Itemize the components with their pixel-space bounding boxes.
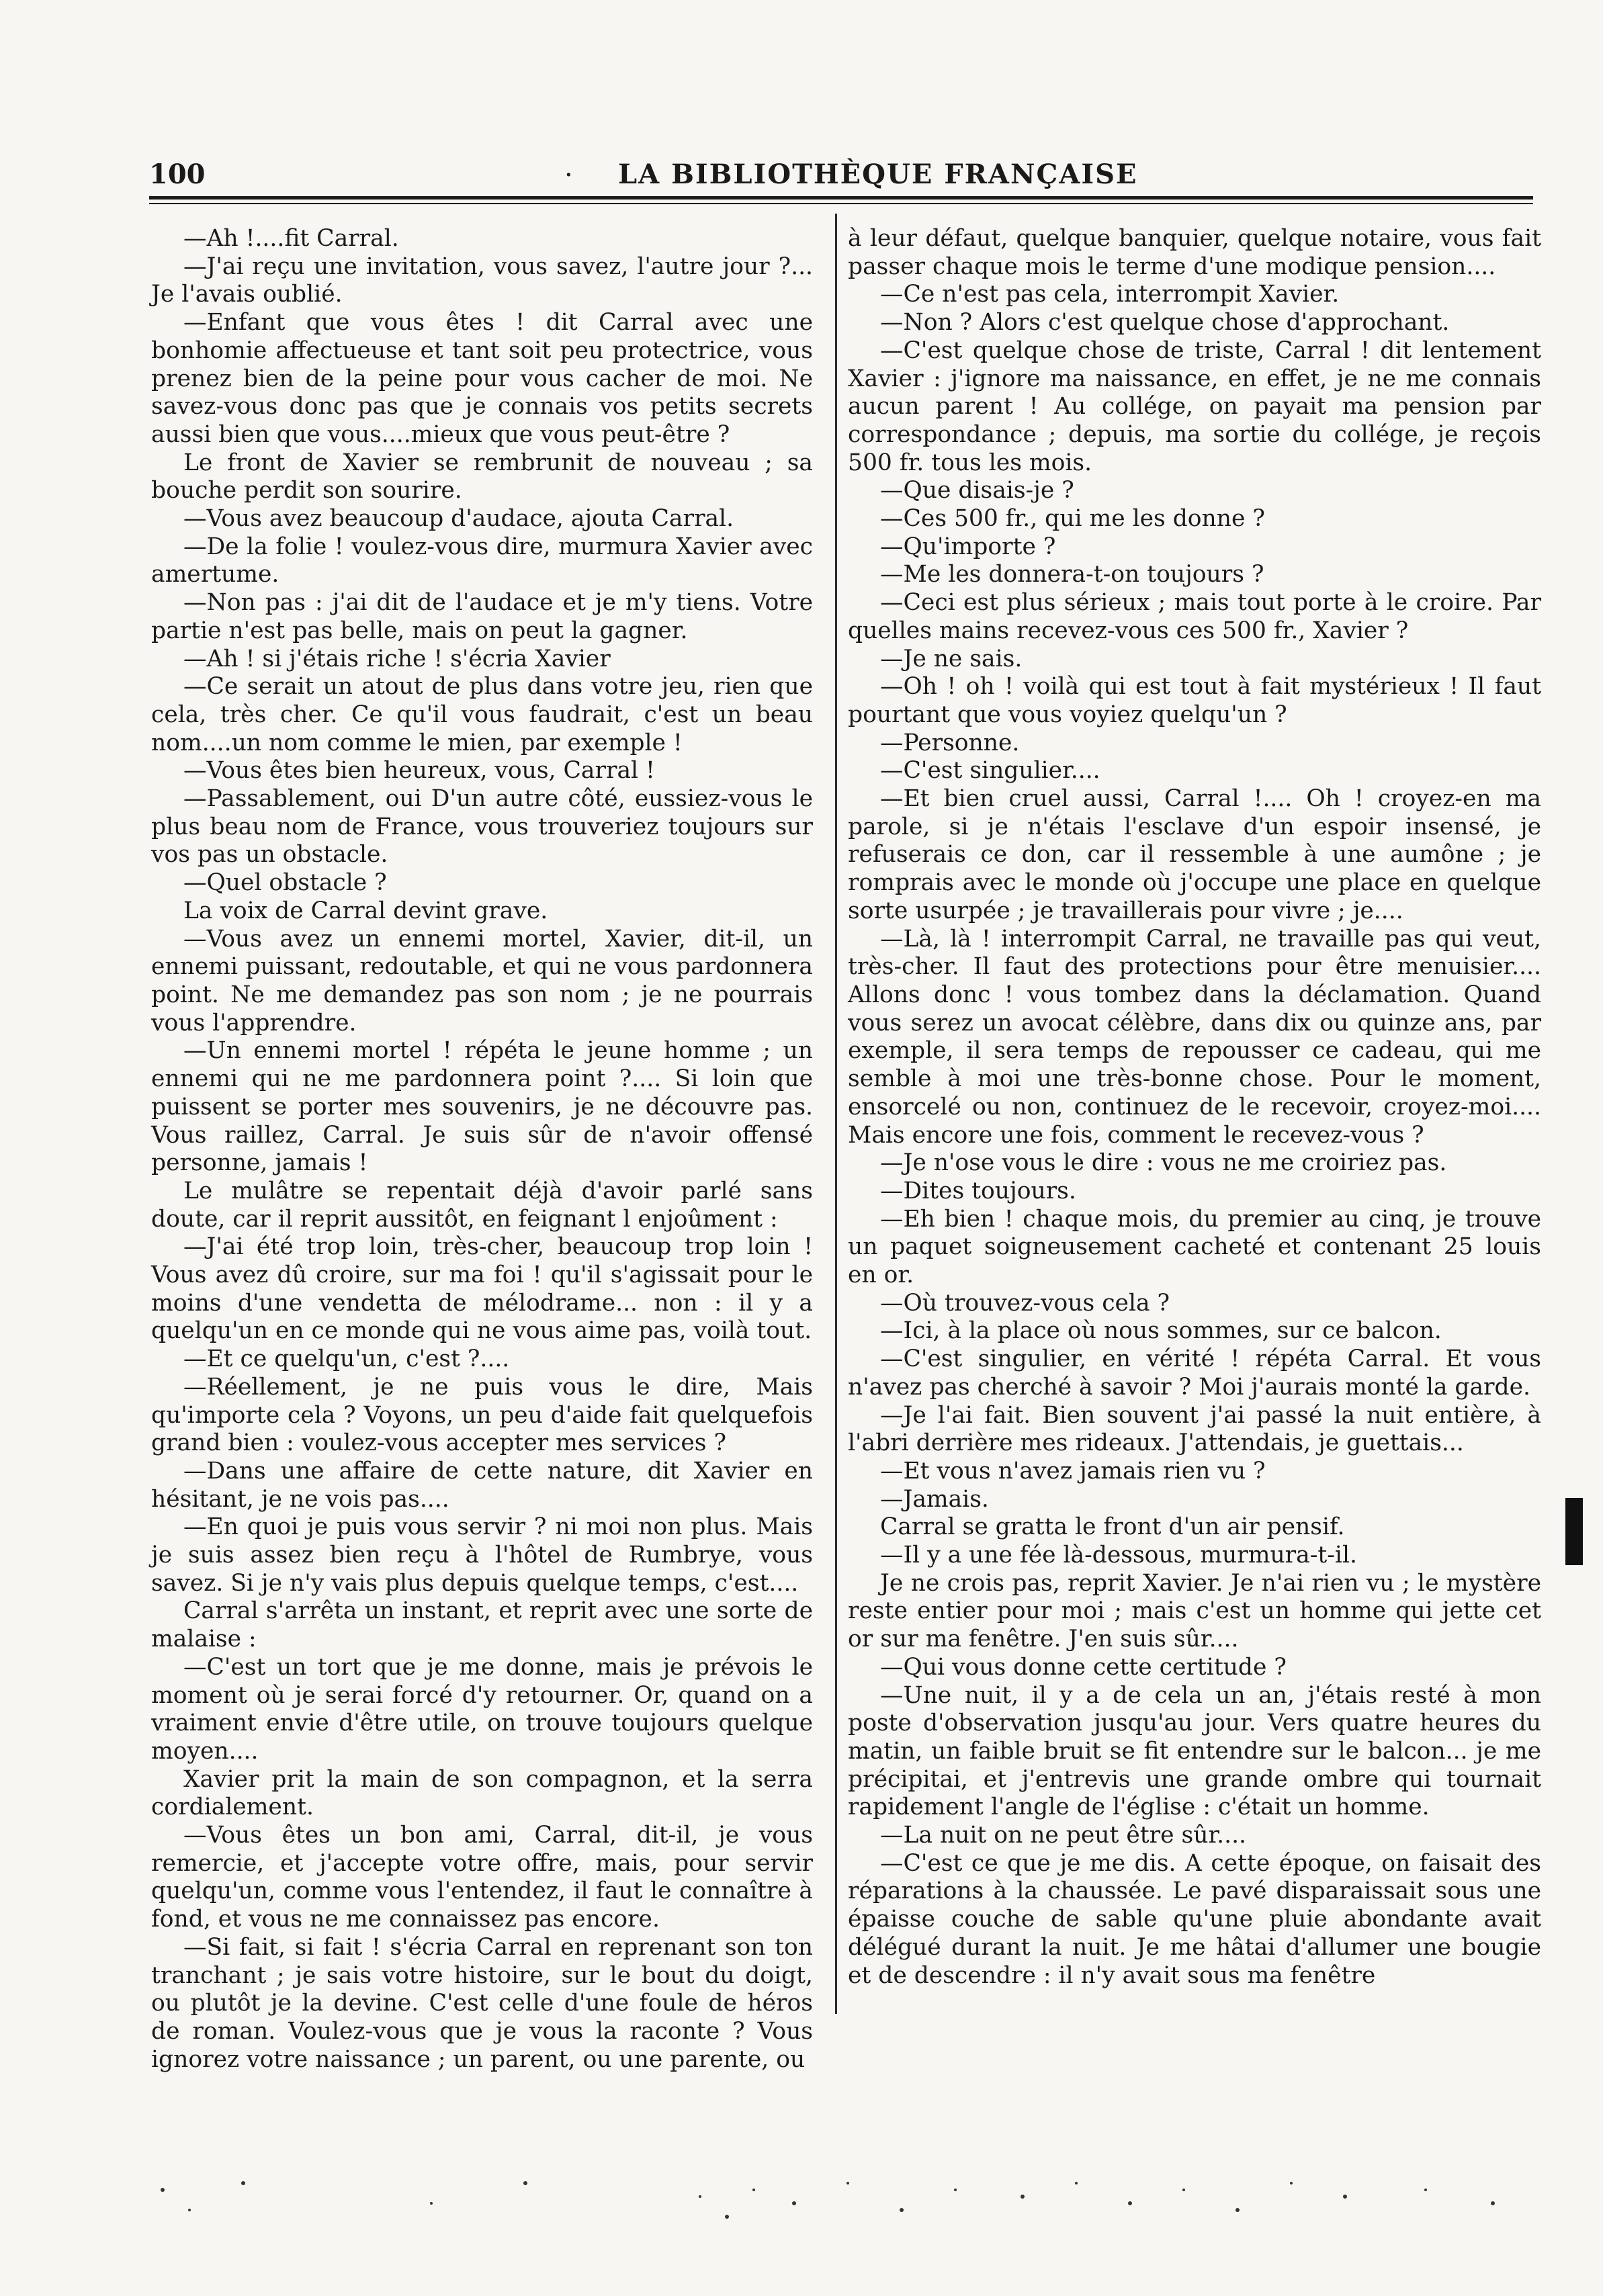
paragraph: —En quoi je puis vous servir ? ni moi non plus. Mais je suis assez bien reçu à l'hôtel de Rumbrye, vous savez. Si je n'y vais plus depuis quelque temps, c'est.... (151, 1513, 813, 1597)
paragraph: —Et bien cruel aussi, Carral !.... Oh ! croyez-en ma parole, si je n'étais l'esclave d'un espoir insensé, je refuserais ce don, car il ressemble à une aumône ; je romprais avec le monde où j'occupe une place en quelque sorte usurpée ; je travaillerais pour vivre ; je.... (848, 785, 1541, 924)
paragraph: —Ce serait un atout de plus dans votre jeu, rien que cela, très cher. Ce qu'il vous faudrait, c'est un beau nom....un nom comme le mien, par exemple ! (151, 673, 813, 756)
paragraph: —Et ce quelqu'un, c'est ?.... (183, 1345, 510, 1373)
paragraph: Carral se gratta le front d'un air pensif. (880, 1513, 1345, 1541)
paragraph: —Qu'importe ? (880, 533, 1056, 560)
page-number: 100 (149, 159, 206, 190)
paragraph: —Ce n'est pas cela, interrompit Xavier. (880, 281, 1340, 308)
paragraph: —Ces 500 fr., qui me les donne ? (880, 505, 1265, 533)
paragraph: —Personne. (880, 729, 1020, 756)
left-column (151, 225, 813, 2074)
print-specks (149, 2163, 1533, 2244)
paragraph: —Un ennemi mortel ! répéta le jeune homme ; un ennemi qui ne me pardonnera point ?.... Si loin que puissent se porter mes souvenirs, je ne découvre pas. Vous raillez, Carral. Je suis sûr de n'avoir offensé personne, jamais ! (151, 1037, 813, 1177)
paragraph: —Il y a une fée là-dessous, murmura-t-il. (880, 1542, 1357, 1569)
paragraph: —Là, là ! interrompit Carral, ne travaille pas qui veut, très-cher. Il faut des protections pour être menuisier.... Allons donc ! vous tombez dans la déclamation. Quand vous serez un avocat célèbre, dans dix ou quinze ans, par exemple, il sera temps de repousser ce cadeau, qui me semble à moi une très-bonne chose. Pour le moment, ensorcelé ou non, continuez de le recevoir, croyez-moi.... Mais encore une fois, comment le recevez-vous ? (848, 925, 1541, 1149)
margin-mark (1565, 1498, 1583, 1565)
paragraph: —Je l'ai fait. Bien souvent j'ai passé la nuit entière, à l'abri derrière mes rideaux. J'attendais, je guettais... (848, 1401, 1541, 1457)
paragraph: —Où trouvez-vous cela ? (880, 1289, 1170, 1317)
paragraph: —Dans une affaire de cette nature, dit Xavier en hésitant, je ne vois pas.... (151, 1457, 813, 1513)
paragraph: —C'est ce que je me dis. A cette époque, on faisait des réparations à la chaussée. Le pavé disparaissait sous une épaisse couche de sable qu'une pluie abondante avait délégué durant la nuit. Je me hâtai d'allumer une bougie et de descendre : il n'y avait sous ma fenêtre (848, 1849, 1541, 1989)
paragraph: —Non ? Alors c'est quelque chose d'approchant. (880, 309, 1450, 337)
right-column (848, 225, 1541, 1990)
paragraph: —Je ne sais. (880, 645, 1023, 672)
paragraph: —Une nuit, il y a de cela un an, j'étais resté à mon poste d'observation jusqu'au jour. Vers quatre heures du matin, un faible bruit se fit entendre sur le balcon... je me précipitai, et j'entrevis une grande ombre qui tournait rapidement l'angle de l'église : c'était un homme. (848, 1681, 1541, 1821)
paragraph: —Ici, à la place où nous sommes, sur ce balcon. (880, 1317, 1442, 1345)
paragraph: —Qui vous donne cette certitude ? (880, 1653, 1287, 1681)
header-rule-thin (149, 203, 1533, 204)
running-title: LA BIBLIOTHÈQUE FRANÇAISE (618, 159, 1138, 190)
paragraph: —Vous avez beaucoup d'audace, ajouta Carral. (183, 505, 734, 533)
header-dot: · (564, 160, 573, 191)
column-divider (835, 214, 837, 2014)
paragraph: Carral s'arrêta un instant, et reprit avec une sorte de malaise : (151, 1597, 813, 1653)
paragraph: Le front de Xavier se rembrunit de nouveau ; sa bouche perdit son sourire. (151, 449, 813, 504)
header-rule-thick (149, 196, 1533, 200)
paragraph: —Eh bien ! chaque mois, du premier au cinq, je trouve un paquet soigneusement cacheté et contenant 25 louis en or. (848, 1205, 1541, 1289)
paragraph: —Dites toujours. (880, 1177, 1076, 1204)
paragraph: —Réellement, je ne puis vous le dire, Mais qu'importe cela ? Voyons, un peu d'aide fait quelquefois grand bien : voulez-vous accepter mes services ? (151, 1373, 813, 1457)
paragraph: —Ceci est plus sérieux ; mais tout porte à le croire. Par quelles mains recevez-vous ces 500 fr., Xavier ? (848, 589, 1541, 644)
paragraph: —Passablement, oui D'un autre côté, eussiez-vous le plus beau nom de France, vous trouveriez toujours sur vos pas un obstacle. (151, 785, 813, 869)
paragraph: —Ah ! si j'étais riche ! s'écria Xavier (183, 645, 611, 672)
paragraph: —J'ai été trop loin, très-cher, beaucoup trop loin ! Vous avez dû croire, sur ma foi ! qu'il s'agissait pour le moins d'une vendetta de mélodrame... non : il y a quelqu'un en ce monde qui ne vous aime pas, voilà tout. (151, 1233, 813, 1345)
paragraph: —C'est singulier.... (880, 757, 1100, 785)
paragraph: —J'ai reçu une invitation, vous savez, l'autre jour ?... Je l'avais oublié. (151, 253, 813, 308)
paragraph: —C'est un tort que je me donne, mais je prévois le moment où je serai forcé d'y retourner. Or, quand on a vraiment envie d'être utile, on trouve toujours quelque moyen.... (151, 1653, 813, 1765)
paragraph: —La nuit on ne peut être sûr.... (880, 1822, 1247, 1849)
paragraph: —De la folie ! voulez-vous dire, murmura Xavier avec amertume. (151, 533, 813, 588)
paragraph: Xavier prit la main de son compagnon, et la serra cordialement. (151, 1765, 813, 1821)
paragraph: —Ah !....fit Carral. (183, 225, 399, 252)
paragraph: —Et vous n'avez jamais rien vu ? (880, 1457, 1266, 1485)
paragraph: Je ne crois pas, reprit Xavier. Je n'ai rien vu ; le mystère reste entier pour moi ; mais c'est un homme qui jette cet or sur ma fenêtre. J'en suis sûr.... (848, 1569, 1541, 1653)
paragraph: —Je n'ose vous le dire : vous ne me croiriez pas. (880, 1149, 1447, 1177)
paragraph: —Que disais-je ? (880, 477, 1074, 504)
paragraph: —C'est singulier, en vérité ! répéta Carral. Et vous n'avez pas cherché à savoir ? Moi j'aurais monté la garde. (848, 1345, 1541, 1401)
paragraph: à leur défaut, quelque banquier, quelque notaire, vous fait passer chaque mois le terme d'une modique pension.... (848, 225, 1541, 280)
paragraph: —Non pas : j'ai dit de l'audace et je m'y tiens. Votre partie n'est pas belle, mais on peut la gagner. (151, 589, 813, 644)
paragraph: —Quel obstacle ? (183, 869, 387, 897)
paragraph: —Vous êtes un bon ami, Carral, dit-il, je vous remercie, et j'accepte votre offre, mais, pour servir quelqu'un, comme vous l'entendez, il faut le connaître à fond, et vous ne me connaissez pas encore. (151, 1822, 813, 1933)
paragraph: —Jamais. (880, 1485, 989, 1513)
paragraph: —Enfant que vous êtes ! dit Carral avec une bonhomie affectueuse et tant soit peu protectrice, vous prenez bien de la peine pour vous cacher de moi. Ne savez-vous donc pas que je connais vos petits secrets aussi bien que vous....mieux que vous peut-être ? (151, 309, 813, 448)
paragraph: Le mulâtre se repentait déjà d'avoir parlé sans doute, car il reprit aussitôt, en feignant l enjoûment : (151, 1177, 813, 1233)
paragraph: —Me les donnera-t-on toujours ? (880, 561, 1264, 588)
paragraph: La voix de Carral devint grave. (183, 897, 548, 924)
paragraph: —Vous êtes bien heureux, vous, Carral ! (183, 757, 655, 785)
paragraph: —Oh ! oh ! voilà qui est tout à fait mystérieux ! Il faut pourtant que vous voyiez quelqu'un ? (848, 673, 1541, 728)
paragraph: —C'est quelque chose de triste, Carral ! dit lentement Xavier : j'ignore ma naissance, en effet, je ne me connais aucun parent ! Au collége, on payait ma pension par correspondance ; depuis, ma sortie du collége, je reçois 500 fr. tous les mois. (848, 337, 1541, 476)
paragraph: —Vous avez un ennemi mortel, Xavier, dit-il, un ennemi puissant, redoutable, et qui ne vous pardonnera point. Ne me demandez pas son nom ; je ne pourrais vous l'apprendre. (151, 925, 813, 1036)
paragraph: —Si fait, si fait ! s'écria Carral en reprenant son ton tranchant ; je sais votre histoire, sur le bout du doigt, ou plutôt je la devine. C'est celle d'une foule de héros de roman. Voulez-vous que je vous la raconte ? Vous ignorez votre naissance ; un parent, ou une parente, ou (151, 1933, 813, 2073)
